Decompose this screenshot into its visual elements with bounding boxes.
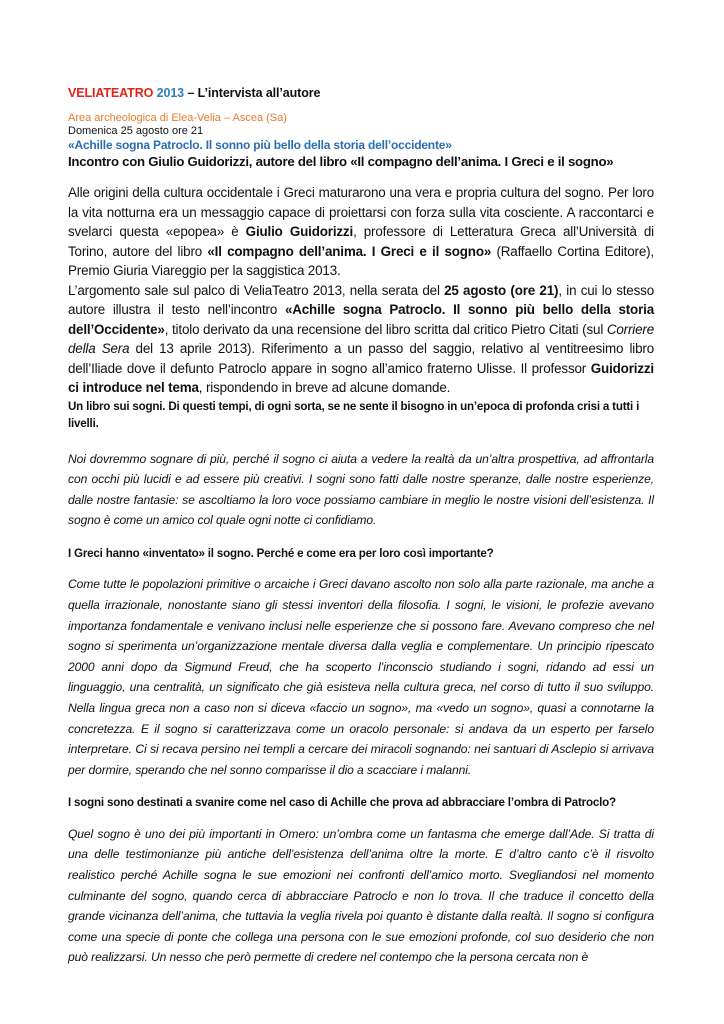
brand-name: VELIATEATRO	[68, 86, 154, 100]
event-date: Domenica 25 agosto ore 21	[68, 125, 204, 137]
event-headline: Incontro con Giulio Guidorizzi, autore del libro «Il compagno dell’anima. I Greci e il sogno»	[68, 154, 614, 169]
intro-paragraph-2	[68, 281, 654, 398]
intro-paragraph-1	[68, 183, 654, 281]
interview-question: I Greci hanno «inventato» il sogno. Perché e come era per loro così importante?	[68, 546, 494, 560]
interview-question: I sogni sono destinati a svanire come nel caso di Achille che prova ad abbracciare l’ombra di Patroclo?	[68, 796, 616, 810]
intro-text: (Raffaello Cortina Editore), Premio Giuria Viareggio per la saggistica 2013.	[68, 243, 655, 278]
talk-title: «Achille sogna Patroclo. Il sonno più bello della storia dell’Occidente»	[68, 302, 655, 337]
intro-text: , professore di Letteratura Greca all’Università di Torino, autore del libro	[68, 224, 655, 259]
event-subtitle: «Achille sogna Patroclo. Il sonno più bello della storia dell’occidente»	[68, 138, 452, 152]
intro-text: , rispondendo in breve ad alcune domande.	[198, 380, 451, 395]
intro-text: , titolo derivato da una recensione del libro scritta dal critico Pietro Citati (sul	[164, 321, 607, 337]
intro-text: del 13 aprile 2013). Riferimento a un passo del saggio, relativo al ventitreesimo libro dell’Iliade dove il defunto Patroclo appare in sogno all’amico fraterno Ulisse. Il professor	[68, 341, 654, 376]
interview-question: Un libro sui sogni. Di questi tempi, di ogni sorta, se ne sente il bisogno in un’epoca di profonda crisi a tutti i livelli.	[68, 399, 640, 430]
page-title	[68, 86, 654, 100]
article-page	[68, 86, 654, 982]
newspaper-name: Corriere della Sera	[68, 321, 654, 356]
intro-text: Alle origini della cultura occidentale i Greci maturarono una vera e propria cultura del sogno. Per loro la vita notturna era un messaggio capace di proiettarsi con forza sulla vita cosciente. A raccontarci e svelarci questa «epopea» è	[68, 185, 654, 239]
event-time: 25 agosto (ore 21)	[444, 282, 559, 298]
interview-answer: Noi dovremmo sognare di più, perché il sogno ci aiuta a vedere la realtà da un’altra prospettiva, ad affrontarla con occhi più lucidi e ad essere più creativi. I sogni sono fatti dalle nostre speranze, dalle nostre esperienze, dalle nostre fantasie: se ascoltiamo la loro voce possiamo cambiare in meglio le nostre visioni dell’esistenza. Il sogno è come un amico col quale ogni notte ci confidiamo.	[68, 451, 654, 528]
brand-year: 2013	[156, 86, 185, 100]
title-rest: – L’intervista all’autore	[184, 86, 321, 100]
intro-text: , in cui lo stesso autore illustra il testo nell’incontro	[68, 282, 654, 317]
intro-text: L’argomento sale sul palco di VeliaTeatro 2013, nella serata del	[68, 282, 445, 298]
author-name: Giulio Guidorizzi	[245, 224, 354, 239]
event-venue: Area archeologica di Elea-Velia – Ascea (Sa)	[68, 112, 287, 124]
interview-answer: Come tutte le popolazioni primitive o arcaiche i Greci davano ascolto non solo alla parte razionale, ma anche a quella irrazionale, nonostante siano gli stessi inventori della filosofia. I sogni, le visioni, le profezie avevano importanza fondamentale e venivano inclusi nelle esperienze che si possono fare. Avevano compreso che nel sogno si sperimenta un’organizzazione mentale diversa dalla veglia e complementare. Un principio ripescato 2000 anni dopo da Sigmund Freud, che ha scoperto l’inconscio studiando i sogni, ridando ad essi un linguaggio, una centralità, un significato che già esisteva nella cultura greca, nel corso di tutto il suo sviluppo. Nella lingua greca non a caso non si diceva «faccio un sogno», ma «vedo un sogno», quasi a connotarne la concretezza. E il sogno si caratterizzava come un oracolo personale: si andava da un esperto per farselo interpretare. Ci si recava persino nei templi a cercare dei miracoli sognando: nei santuari di Asclepio si arrivava per dormire, sperando che nel sonno comparisse il dio a scacciare i malanni.	[68, 577, 654, 777]
interview-answer: Quel sogno è uno dei più importanti in Omero: un’ombra come un fantasma che emerge dall’Ade. Si tratta di una delle testimonianze più antiche dell’esistenza dell’anima oltre la morte. E d’altro canto c’è il risvolto realistico perché Achille sogna le sue emozioni nei confronti dell’amico morto. Svegliandosi nel momento culminante del sogno, quando cerca di abbracciare Patroclo e non lo trova. Il che traduce il concetto della grande vicinanza dell’anima, che tuttavia la veglia rivela poi quanto è distante dalla realtà. Il sogno si configura come una specie di ponte che collega una persona con le sue emozioni profonde, col suo desiderio che non può realizzarsi. Un nesso che però permette di credere nel contempo che la persona cercata non è	[68, 826, 654, 965]
book-title: «Il compagno dell’anima. I Greci e il sogno»	[207, 243, 492, 259]
intro-emphasis: Guidorizzi ci introduce nel tema	[68, 360, 654, 395]
